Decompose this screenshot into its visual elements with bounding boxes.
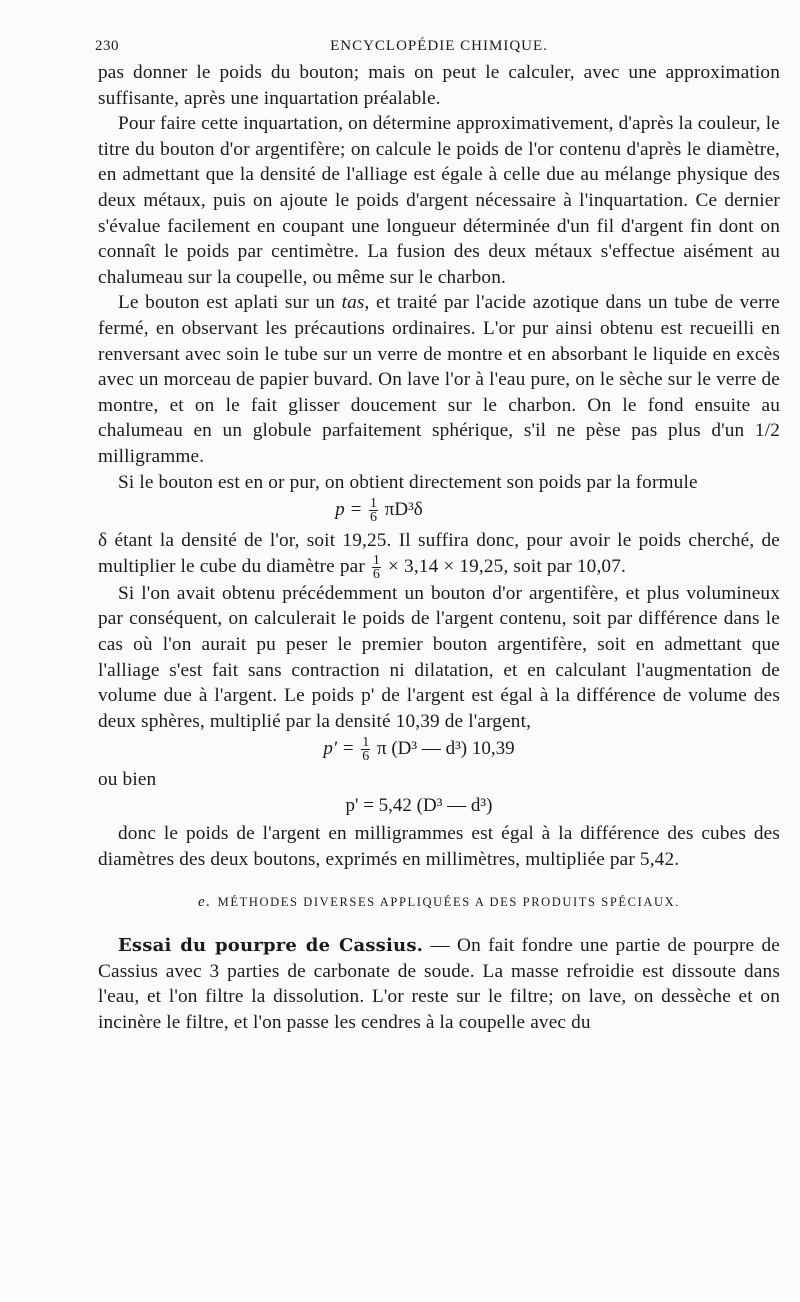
page-header bbox=[95, 38, 780, 60]
document-page bbox=[95, 38, 780, 1035]
italic-term: tas bbox=[341, 292, 365, 314]
running-title: ENCYCLOPÉDIE CHIMIQUE. bbox=[330, 38, 548, 54]
page-number: 230 bbox=[95, 38, 119, 54]
fraction: $\frac{1}{6}$ bbox=[370, 496, 378, 526]
paragraph-3: Le bouton est aplati sur un tas, et traité par l'acide azotique dans un tube de verre fermé, en observant les précautions ordinaires. L'or pur ainsi obtenu est recueilli en renversant avec soin le tube sur un verre de montre et en absorbant le liquide en excès avec un morceau de papier buvard. On lave l'or à l'eau pure, on le sèche sur le verre de montre, et on le fait glisser doucement sur le charbon. On le fond ensuite au chalumeau en un globule parfaitement sphérique, s'il ne pèse pas plus d'un 1/2 milligramme. bbox=[98, 292, 780, 467]
formula-silver-simplified: p' = 5,42 (D³ — d³) bbox=[345, 794, 493, 816]
formula-gold-weight: p = $\frac{1}{6}$ πD³δ bbox=[335, 496, 423, 526]
body-text bbox=[98, 60, 780, 1035]
section-title-text: MÉTHODES DIVERSES APPLIQUÉES A DES PRODUITS SPÉCIAUX. bbox=[217, 895, 680, 910]
formula-silver-weight: p' = $\frac{1}{6}$ π (D³ — d³) 10,39 bbox=[323, 735, 515, 765]
paragraph-7: ou bien bbox=[98, 769, 157, 791]
paragraph-5: δ étant la densité de l'or, soit 19,25. Il suffira donc, pour avoir le poids cherché, de multiplier le cube du diamètre par $\frac{1}{6}$ × 3,14 × 19,25, soit par 10,07. bbox=[98, 530, 780, 582]
section-heading bbox=[98, 894, 780, 911]
fraction: $\frac{1}{6}$ bbox=[372, 552, 381, 582]
paragraph-9: Essai du pourpre de Cassius. — On fait fondre une partie de pourpre de Cassius avec 3 parties de carbonate de soude. La masse refroidie est dissoute dans l'eau, et l'on filtre la dissolution. L'or reste sur le filtre; on lave, on dessèche et on incinère le filtre, et l'on passe les cendres à la coupelle avec du bbox=[98, 935, 780, 1033]
fraction: $\frac{1}{6}$ bbox=[362, 735, 370, 765]
paragraph-8: donc le poids de l'argent en milligrammes est égal à la différence des cubes des diamètres des deux boutons, exprimés en millimètres, multipliée par 5,42. bbox=[98, 822, 780, 870]
run-in-heading: Essai du pourpre de Cassius. bbox=[118, 935, 424, 957]
paragraph-6: Si l'on avait obtenu précédemment un bouton d'or argentifère, et plus volumineux par conséquent, on calculerait le poids de l'argent contenu, soit par différence dans le cas où l'on aurait pu peser le premier bouton argentifère, soit en admettant que l'alliage s'est fait sans contraction ni dilatation, et en calculant l'augmentation de volume due à l'argent. Le poids p' de l'argent est égal à la différence de volume des deux sphères, multiplié par la densité 10,39 de l'argent, bbox=[98, 582, 780, 732]
section-letter: e. bbox=[198, 894, 212, 911]
paragraph-2: Pour faire cette inquartation, on détermine approximativement, d'après la couleur, le titre du bouton d'or argentifère; on calcule le poids de l'or contenu d'après le diamètre, en admettant que la densité de l'alliage est égale à celle due au mélange physique des deux métaux, puis on ajoute le poids d'argent nécessaire à l'inquartation. Ce dernier s'évalue facilement en coupant une longueur déterminée d'un fil d'argent fin dont on connaît le poids par centimètre. La fusion des deux métaux s'effectue aisément au chalumeau sur la coupelle, ou même sur le charbon. bbox=[98, 113, 780, 288]
paragraph-4: Si le bouton est en or pur, on obtient directement son poids par la formule bbox=[118, 471, 698, 493]
paragraph-1: pas donner le poids du bouton; mais on peut le calculer, avec une approximation suffisante, après une inquartation préalable. bbox=[98, 62, 780, 109]
